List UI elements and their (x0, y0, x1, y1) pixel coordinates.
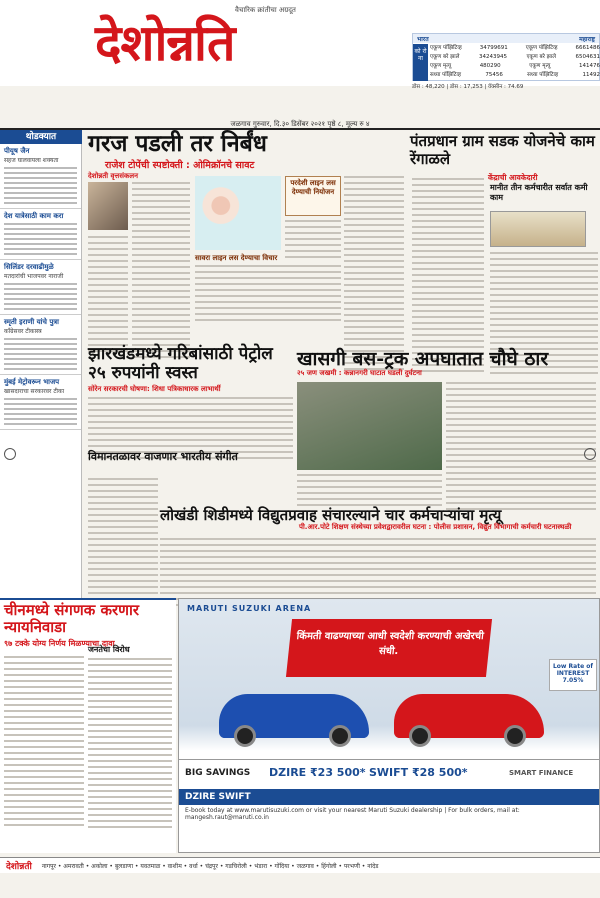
masthead (0, 0, 600, 90)
covid-rows (430, 44, 600, 80)
interest-box: Low Rate of INTEREST 7.05% (549, 659, 597, 691)
right-subtitle: मानीत तीन कर्मचारीत सर्वात कमी काम (490, 183, 588, 202)
covid-row: एकूण पॉझिटिव्ह 34799691 एकूण पॉझिटिव्ह 6661486 (430, 45, 600, 51)
china-headline[interactable]: चीनमध्ये संगणक करणार न्यायनिवाडा (4, 601, 139, 636)
sidebar-title: थोडक्यात (0, 130, 82, 144)
footer-logo: देशोन्नती (6, 862, 32, 872)
tagline: वैचारिक क्रांतीचा अग्रदूत (235, 6, 296, 14)
brief-item[interactable]: मुंबई मेट्रोवरून भाजप खासदाराचा सरकारवर टीका (0, 375, 81, 430)
right-headline[interactable]: पंतप्रधान ग्राम सडक योजनेचे काम रेंगाळले (410, 132, 595, 168)
newspaper-logo[interactable]: देशोन्नति (95, 13, 235, 72)
brief-item[interactable]: पीयूष जैन सहज घालवायला शक्यता (0, 144, 81, 209)
lead-column (132, 182, 190, 362)
brief-item[interactable]: देश यात्रेसाठी काम करा (0, 209, 81, 260)
accident-photo (297, 382, 442, 470)
covid-stats-box (412, 33, 600, 81)
ad-footer: E-book today at www.marutisuzuki.com or visit your nearest Maruti Suzuki dealership | For bulk orders, mail at: mangesh.raut@maruti.co.in (179, 805, 600, 853)
china-story (0, 598, 176, 853)
registration-mark-left (4, 448, 16, 460)
lead-kicker: देशोन्नती वृत्तसंकलन (88, 172, 138, 180)
registration-mark-right (584, 448, 596, 460)
lead-column-3 (195, 265, 341, 325)
lead-headline[interactable]: गरज पडली तर निर्बंध (88, 130, 267, 157)
covid-header: भारत महाराष्ट्र (413, 34, 599, 43)
brief-item[interactable]: सिलिंडर दरवाढीमुळे मतदारांची भाजपवर नाराजी (0, 260, 81, 315)
right-kicker: केंद्राची आवकेदारी (488, 173, 538, 182)
page-footer (0, 857, 600, 873)
covid-row: एकूण बरे झाले 34243945 एकूण बरे झाले 6504631 (430, 54, 600, 60)
box-note: परदेशी लाइन लस देण्याची नियोजन (285, 176, 341, 216)
bus-headline[interactable]: खासगी बस-ट्रक अपघातात चौघे ठार (297, 348, 549, 370)
covid-row: सध्या पॉझिटिव्ह 75456 सध्या पॉझिटिव्ह 11492 (430, 72, 600, 78)
jharkhand-subhead: सोरेन सरकारची घोषणा: शिधा पत्रिकाधारक लाभार्थी (88, 385, 221, 393)
maruti-advertisement[interactable] (178, 598, 600, 853)
ad-savings-strip: BIG SAVINGS DZIRE ₹23 500* SWIFT ₹28 500* SMART FINANCE (179, 759, 600, 789)
road-sign-photo (490, 211, 586, 247)
footer-editions: नागपूर • अमरावती • अकोला • बुलडाणा • यवतमाळ • वाशीम • वर्धा • चंद्रपूर • गडचिरोली • भंडारा • गोंदिया • जळगाव • हिंगोली • परभणी • नांदेड (41, 862, 379, 870)
lead-subhead: राजेश टोपेंची स्पष्टोक्ती : ओमिक्रॉनचे सावट (105, 160, 255, 171)
lead-column-2 (88, 236, 128, 356)
minister-photo (88, 182, 128, 230)
ad-model-strip: DZIRE SWIFT (179, 789, 600, 805)
jharkhand-headline[interactable]: झारखंडमध्ये गरिबांसाठी पेट्रोल २५ रुपयांनी स्वस्त (88, 344, 273, 383)
lokhandi-headline[interactable]: लोखंडी शिडीमध्ये विद्युतप्रवाह संचारल्याने चार कर्मचाऱ्यांचा मृत्यू (160, 506, 502, 524)
ad-banner: किंमती वाढण्याच्या आधी स्वदेशी करण्याची अखेरची संधी. (286, 619, 492, 677)
brief-item[interactable]: स्मृती इराणी यांचे पुत्रा काँग्रेसवर टीकास्त्र (0, 315, 81, 375)
covid-badge: को रो ना (413, 44, 428, 81)
photo-caption: सावरा लाइन लस देण्याचा विचार (195, 254, 278, 262)
bus-subhead: २५ जण जखमी : कन्नानगरी घाटात घडली दुर्घटना (297, 369, 422, 377)
bus-column (446, 382, 596, 514)
side-title: जनतेचा विरोध (88, 645, 130, 654)
china-subhead: ९७ टक्के योग्य निर्णय मिळण्याचा दावा (4, 639, 115, 648)
dateline: जळगाव गुरुवार, दि.३० डिसेंबर २०२१ पृष्ठे ८, मूल्य रु ४ (230, 120, 370, 128)
flight-headline[interactable]: विमानतळावर वाजणार भारतीय संगीत (88, 450, 238, 463)
covid-row: एकूण मृत्यू 480290 एकूण मृत्यू 141476 (430, 63, 600, 69)
vaccination-line: डोस : 48,220 | डोस : 17,253 | वॅक्सीन : 74.69 (412, 84, 524, 90)
lokhandi-subhead: पी.आर.पोटे शिक्षण संस्थेच्या प्रवेशद्वारावरील घटना : पोलीस प्रशासन, विद्युत विभागाची कर्मचारी घटनास्थळी (299, 523, 572, 531)
ad-brand: MARUTI SUZUKI ARENA (187, 604, 312, 613)
omicron-illustration (195, 176, 281, 250)
